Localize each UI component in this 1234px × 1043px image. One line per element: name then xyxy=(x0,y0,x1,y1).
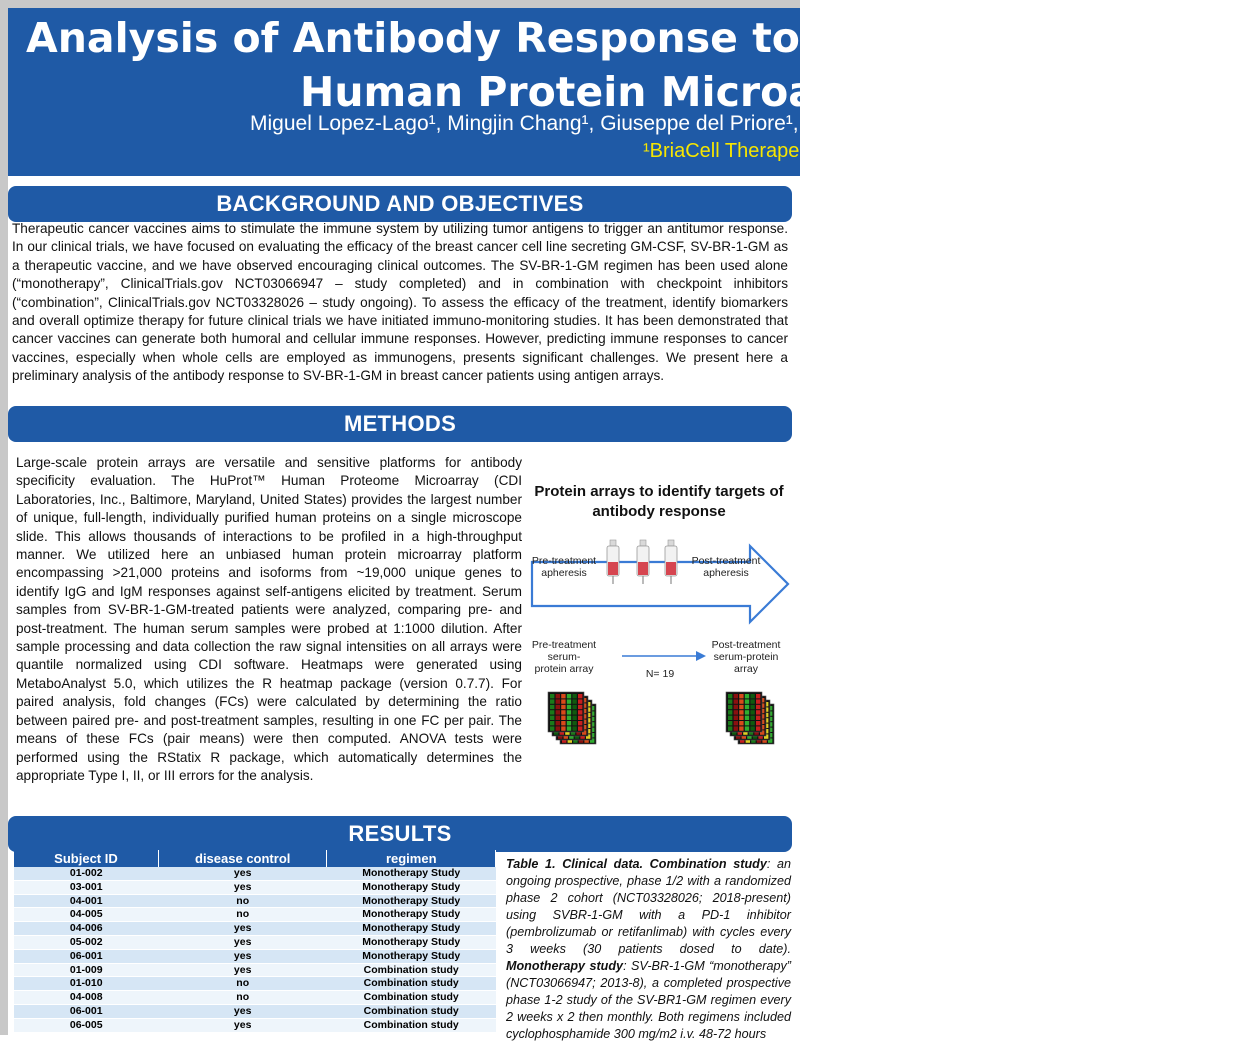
post-apheresis-label: Post-treatment xyxy=(691,555,761,567)
poster-header xyxy=(8,8,1234,176)
microarray-stack-icon xyxy=(726,692,774,744)
pre-array-label: protein array xyxy=(534,663,594,675)
table-row xyxy=(14,1018,496,1032)
regimen-cell: Monotherapy Study xyxy=(327,908,496,922)
disease-control-cell: yes xyxy=(158,1004,327,1018)
pre-array-label: Pre-treatment xyxy=(531,639,597,651)
regimen-cell: Combination study xyxy=(327,1004,496,1018)
column-header: disease control xyxy=(158,850,327,867)
table-row xyxy=(14,963,496,977)
pre-apheresis-label: apheresis xyxy=(541,567,587,579)
table-header-row xyxy=(14,850,496,867)
table-row xyxy=(14,880,496,894)
column-header: regimen xyxy=(327,850,496,867)
subject-id-cell: 04-008 xyxy=(14,991,158,1005)
caption-text: : SV-BR-1-GM “monotherapy” (NCT03066947; 2013-8), a completed prospective phase 1-2 study of the SV-BR1-GM regimen every 2 weeks x 2 then monthly. Both regimens included cyclophosphamide 300 mg/m2 i.v. 48-72 hours xyxy=(506,959,792,1041)
disease-control-cell: no xyxy=(158,991,327,1005)
section-header-results: RESULTS xyxy=(8,816,792,852)
subject-id-cell: 04-006 xyxy=(14,922,158,936)
microarray-stack-icon xyxy=(548,692,596,744)
regimen-cell: Combination study xyxy=(327,1018,496,1032)
disease-control-cell: yes xyxy=(158,949,327,963)
regimen-cell: Monotherapy Study xyxy=(327,935,496,949)
regimen-cell: Monotherapy Study xyxy=(327,949,496,963)
table-row xyxy=(14,922,496,936)
caption-subheading: Monotherapy study xyxy=(506,959,624,973)
disease-control-cell: yes xyxy=(158,867,327,880)
workflow-diagram xyxy=(530,538,792,748)
table-caption xyxy=(506,856,791,1043)
table-row xyxy=(14,867,496,880)
subject-id-cell: 04-001 xyxy=(14,894,158,908)
section-header-background: BACKGROUND AND OBJECTIVES xyxy=(8,186,792,222)
table-row xyxy=(14,991,496,1005)
subject-id-cell: 01-002 xyxy=(14,867,158,880)
caption-text: : an ongoing prospective, phase 1/2 with a randomized phase 2 cohort (NCT03328026; 2018-present) using SVBR-1-GM with a PD-1 inhibitor (pembrolizumab or retifanlimab) with cycles every 3 weeks (30 patients dosed to date). xyxy=(506,857,791,956)
poster-title-line1: Analysis of Antibody Response to SV-BR-1-GM Using xyxy=(26,14,1234,62)
column-header: Subject ID xyxy=(14,850,158,867)
regimen-cell: Combination study xyxy=(327,963,496,977)
background-paragraph: Therapeutic cancer vaccines aims to stimulate the immune system by utilizing tumor antigens to trigger an antitumor response. In our clinical trials, we have focused on evaluating the efficacy of the breast cancer cell line secreting GM-CSF, SV-BR-1-GM as a therapeutic vaccine, and we have observed encouraging clinical outcomes. The SV-BR-1-GM regimen has been used alone (“monotherapy”, ClinicalTrials.gov NCT03066947 – study completed) and in combination with checkpoint inhibitors (“combination”, ClinicalTrials.gov NCT03328026 – study ongoing). To assess the efficacy of the treatment, identify biomarkers and overall optimize therapy for future clinical trials we have initiated immuno-monitoring studies. It has been demonstrated that cancer vaccines can generate both humoral and cellular immune responses. However, predicting immune responses to cancer vaccines, especially when whole cells are employed as immunogens, presents significant challenges. We present here a preliminary analysis of the antibody response to SV-BR-1-GM in breast cancer patients using antigen arrays. xyxy=(12,221,788,384)
table-row xyxy=(14,1004,496,1018)
table-row xyxy=(14,977,496,991)
post-array-label: array xyxy=(734,663,758,675)
disease-control-cell: yes xyxy=(158,922,327,936)
subject-id-cell: 06-001 xyxy=(14,1004,158,1018)
arrowhead-icon xyxy=(696,651,706,661)
table-row xyxy=(14,949,496,963)
post-array-label: serum-protein xyxy=(713,651,779,663)
regimen-cell: Monotherapy Study xyxy=(327,922,496,936)
regimen-cell: Combination study xyxy=(327,977,496,991)
disease-control-cell: yes xyxy=(158,1018,327,1032)
methods-paragraph: Large-scale protein arrays are versatile and sensitive platforms for antibody specificity evaluation. The HuProt™ Human Proteome Microarray (CDI Laboratories, Inc., Baltimore, Maryland, United States) provides the largest number of unique, full-length, individually purified human proteins on a single microscope slide. This allows thousands of interactions to be profiled in a high-throughput manner. We utilized here an unbiased human protein microarray platform encompassing >21,000 proteins and isoforms from ~19,000 unique genes to identify IgG and IgM responses against self-antigens elicited by treatment. Serum samples from SV-BR-1-GM-treated patients were analyzed, comparing pre- and post-treatment. The human serum samples were probed at 1:1000 dilution. After sample processing and data collection the raw signal intensities on all arrays were quantile normalized using CDI software. Heatmaps were generated using MetaboAnalyst 5.0, which utilizes the R heatmap package (version 0.7.7). For paired analysis, fold changes (FCs) were calculated by determining the ratio between paired pre- and post-treatment samples, resulting in one FC per pair. The means of these FCs (pair means) were then computed. ANOVA tests were performed using the RStatix R package, which automatically determines the appropriate Type I, II, or III errors for the analysis. xyxy=(16,455,522,783)
disease-control-cell: no xyxy=(158,894,327,908)
sample-count-label: N= 19 xyxy=(645,668,675,680)
disease-control-cell: yes xyxy=(158,880,327,894)
pre-apheresis-label: Pre-treatment xyxy=(531,555,597,567)
regimen-cell: Monotherapy Study xyxy=(327,894,496,908)
post-apheresis-label: apheresis xyxy=(703,567,749,579)
section-header-methods: METHODS xyxy=(8,406,792,442)
subject-id-cell: 01-009 xyxy=(14,963,158,977)
regimen-cell: Monotherapy Study xyxy=(327,867,496,880)
subject-id-cell: 01-010 xyxy=(14,977,158,991)
caption-heading: Table 1. Clinical data. Combination study xyxy=(506,857,767,871)
post-array-label: Post-treatment xyxy=(711,639,781,651)
disease-control-cell: yes xyxy=(158,935,327,949)
regimen-cell: Monotherapy Study xyxy=(327,880,496,894)
table-row xyxy=(14,908,496,922)
pre-array-label: serum- xyxy=(547,651,581,663)
subject-id-cell: 06-005 xyxy=(14,1018,158,1032)
table-row xyxy=(14,935,496,949)
poster-title-line2: Human Protein Microarrays xyxy=(300,68,934,116)
affiliation: ¹BriaCell Therape xyxy=(643,140,800,162)
subject-id-cell: 05-002 xyxy=(14,935,158,949)
figure-title: Protein arrays to identify targets of antibody response xyxy=(534,483,784,520)
disease-control-cell: no xyxy=(158,977,327,991)
subject-id-cell: 03-001 xyxy=(14,880,158,894)
clinical-data-table xyxy=(14,850,496,1033)
disease-control-cell: no xyxy=(158,908,327,922)
regimen-cell: Combination study xyxy=(327,991,496,1005)
disease-control-cell: yes xyxy=(158,963,327,977)
table-row xyxy=(14,894,496,908)
subject-id-cell: 04-005 xyxy=(14,908,158,922)
subject-id-cell: 06-001 xyxy=(14,949,158,963)
author-list: Miguel Lopez-Lago¹, Mingjin Chang¹, Giuseppe del Priore¹, V xyxy=(250,112,819,135)
